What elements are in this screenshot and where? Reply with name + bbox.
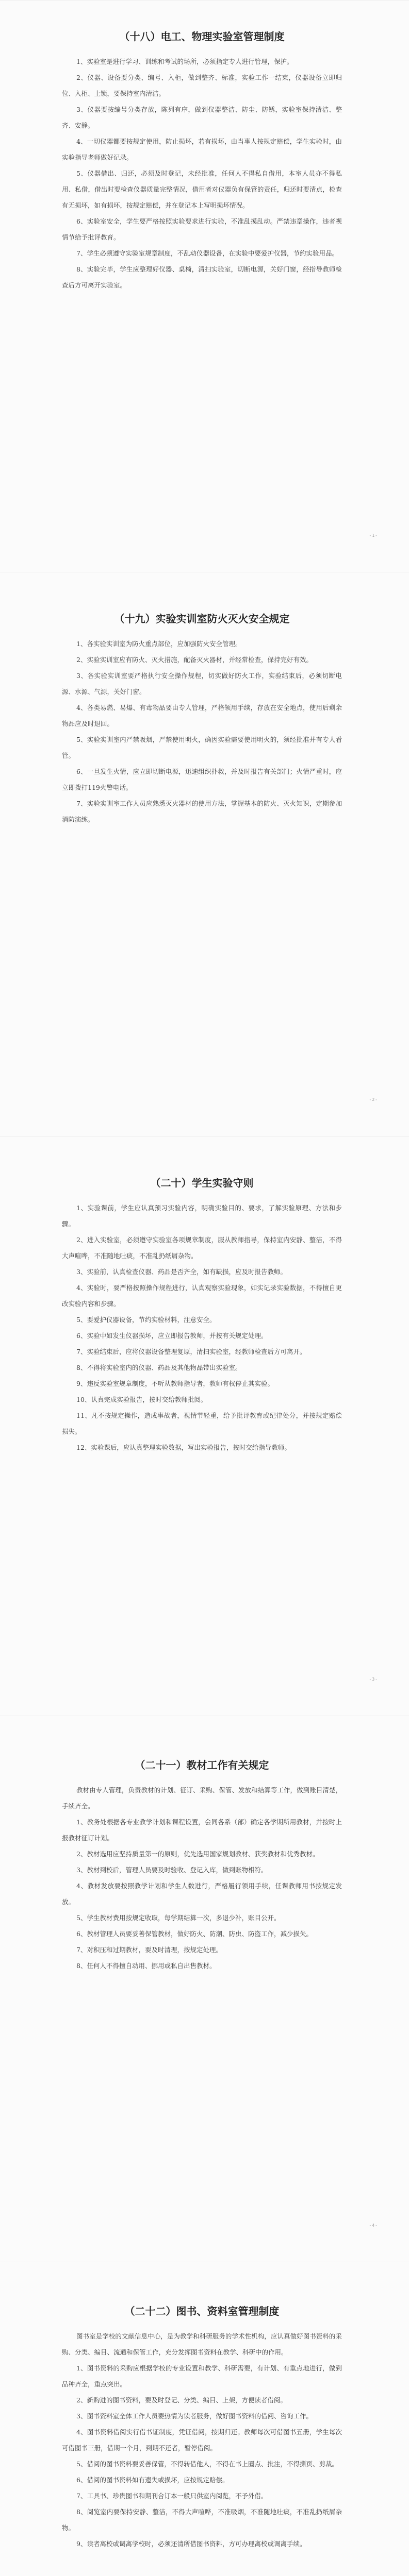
document-section-19 — [0, 611, 409, 827]
section-paragraph: 2、仪器、设备要分类、编号、入柜，做到整齐、标准，实验工作一结束，仪器设备立即归位、入柜、上锁，要保持室内清洁。 — [62, 74, 342, 97]
section-paragraph: 7、学生必须遵守实验室规章制度，不乱动仪器设备，在实验中要爱护仪器，节约实验用品。 — [76, 249, 338, 257]
section-paragraph: 4、教材发放要按照教学计划和学生人数进行，严格履行领用手续，任课教师用书按规定发放。 — [62, 1882, 342, 1906]
section-paragraph: 5、实验实训室内严禁吸烟，严禁使用明火，确因实验需要使用明火的，须经批准并有专人看管。 — [62, 736, 342, 759]
section-paragraph: 3、图书资料室全体工作人员要热情为读者服务，做好图书资料的借阅、咨询工作。 — [76, 2412, 313, 2420]
section-title: （二十一）教材工作有关规定 — [135, 1759, 269, 1771]
section-paragraph: 11、凡不按规定操作，造成事故者，视情节轻重，给予批评教育或纪律处分，并按规定赔偿损失。 — [62, 1412, 342, 1435]
section-paragraph: 5、仪器借出、归还，必须及时登记，未经批准，任何人不得私自借用，本室人员亦不得私用、私借，借出时要检查仪器质量完整情况，借用者对仪器负有保管的责任，归还时要清点，检查有无损坏，如有损坏，按规定赔偿，并在登记本上写明损坏情况。 — [62, 170, 342, 209]
section-paragraph: 1、教务处根据各专业教学计划和课程设置，会同各系（部）确定各学期所用教材，并按时上报教材征订计划。 — [62, 1818, 342, 1842]
section-paragraph: 1、实验室是进行学习、训练和考试的场所，必须指定专人进行管理，保护。 — [76, 58, 293, 65]
section-paragraph: 3、教材到校后，管理人员要及时验收、登记入库，做到账物相符。 — [76, 1866, 268, 1874]
section-paragraph: 9、违反实验室规章制度，不听从教师指导者，教师有权停止其实验。 — [76, 1380, 274, 1387]
section-title: （十九）实验实训室防火灭火安全规定 — [114, 613, 290, 625]
section-paragraph: 2、进入实验室，必须遵守实验室各项规章制度，服从教师指导，保持室内安静、整洁，不得大声喧哗，不准随地吐痰，不准乱扔纸屑杂物。 — [62, 1236, 342, 1260]
section-paragraph: 2、新购进的图书资料，要及时登记、分类、编目、上架，方便读者借阅。 — [76, 2396, 287, 2404]
document-section-22 — [0, 2303, 409, 2552]
document-section-21 — [0, 1757, 409, 1974]
section-paragraph: 2、教材选用应坚持质量第一的原则，优先选用国家规划教材、获奖教材和优秀教材。 — [76, 1850, 319, 1858]
section-paragraph: 9、读者离校或调离学校时，必须还清所借图书资料，方可办理离校或调离手续。 — [76, 2540, 306, 2548]
section-paragraph: 4、各类易燃、易爆、有毒物品要由专人管理，严格领用手续，存放在安全地点，使用后剩余物品应及时退回。 — [62, 704, 342, 727]
page-number: -1- — [369, 533, 378, 538]
section-paragraph: 6、实验中如发生仪器损坏，应立即报告教师，并按有关规定处理。 — [76, 1332, 268, 1340]
section-paragraph: 4、图书资料借阅实行借书证制度，凭证借阅，按期归还。教师每次可借图书五册，学生每次可借图书三册，借期一个月，到期不还者，暂停借阅。 — [62, 2428, 342, 2452]
section-paragraph: 5、学生教材费用按规定收取，每学期结算一次，多退少补，账目公开。 — [76, 1914, 281, 1922]
section-paragraph: 7、实验结束后，应将仪器设备整理复原，清扫实验室，经教师检查后方可离开。 — [76, 1348, 306, 1355]
section-paragraph: 12、实验课后，应认真整理实验数据，写出实验报告，按时交给指导教师。 — [76, 1444, 291, 1451]
section-paragraph: 5、要爱护仪器设备，节约实验材料，注意安全。 — [76, 1316, 216, 1324]
section-paragraph: 1、实验课前，学生应认真预习实验内容，明确实验目的、要求，了解实验原理、方法和步骤。 — [62, 1204, 342, 1228]
section-paragraph: 7、对积压和过期教材，要及时清理，按规定处理。 — [76, 1946, 222, 1954]
section-paragraph: 6、实验室安全，学生要严格按照实验要求进行实验，不准乱摸乱动。严禁违章操作，违者视情节给予批评教育。 — [62, 217, 342, 241]
section-paragraph: 4、实验时，要严格按照操作规程进行，认真观察实验现象，如实记录实验数据，不得擅自更改实验内容和步骤。 — [62, 1284, 342, 1308]
section-paragraph: 10、认真完成实验报告，按时交给教师批阅。 — [76, 1396, 207, 1403]
section-paragraph: 4、一切仪器都要按规定使用，防止损坏，若有损坏，由当事人按规定赔偿，学生实验时，由实验指导老师做好记录。 — [62, 138, 342, 161]
document-section-18 — [0, 28, 409, 293]
section-title: （二十）学生实验守则 — [150, 1177, 254, 1189]
section-paragraph: 8、实验完毕，学生应整理好仪器、桌椅，清扫实验室，切断电源，关好门窗，经指导教师检查后方可离开实验室。 — [62, 265, 342, 289]
section-paragraph: 7、实验实训室工作人员应熟悉灭火器材的使用方法，掌握基本的防火、灭火知识，定期参加消防演练。 — [62, 800, 342, 823]
section-paragraph: 8、不得将实验室内的仪器、药品及其他物品带出实验室。 — [76, 1364, 242, 1371]
section-paragraph: 3、各实验实训室要严格执行安全操作规程，切实做好防火工作，实验结束后，必须切断电源、水源、气源，关好门窗。 — [62, 672, 342, 696]
section-paragraph: 图书室是学校的文献信息中心，是为教学和科研服务的学术性机构，应认真做好图书资料的采购、分类、编目、流通和保管工作，充分发挥图书资料在教学、科研中的作用。 — [62, 2332, 342, 2356]
section-paragraph: 8、阅览室内要保持安静、整洁，不得大声喧哗，不准吸烟，不准随地吐痰，不准乱扔纸屑杂物。 — [62, 2508, 342, 2532]
section-paragraph: 7、工具书、珍贵图书和期刊合订本一般只供室内阅览，不予外借。 — [76, 2492, 268, 2500]
document-section-20 — [0, 1175, 409, 1455]
section-paragraph: 3、仪器要按编号分类存放，陈列有序，做到仪器整洁、防尘、防锈，实验室保持清洁、整齐、安静。 — [62, 106, 342, 129]
section-title: （十八）电工、物理实验室管理制度 — [119, 30, 285, 43]
section-paragraph: 6、教材管理人员要妥善保管教材，做好防火、防潮、防虫、防盗工作，减少损失。 — [76, 1930, 313, 1938]
page-number: -2- — [369, 1097, 378, 1102]
section-paragraph: 5、借阅的图书资料要妥善保管，不得转借他人，不得在书上圈点、批注，不得撕页、剪裁。 — [76, 2460, 338, 2468]
section-paragraph: 6、一旦发生火情，应立即切断电源，迅速组织扑救，并及时报告有关部门；火情严重时，应立即拨打119火警电话。 — [62, 768, 342, 791]
section-paragraph: 1、图书资料的采购应根据学校的专业设置和教学、科研需要，有计划、有重点地进行，做到品种齐全，重点突出。 — [62, 2364, 342, 2388]
section-paragraph: 8、任何人不得擅自动用、挪用或私自出售教材。 — [76, 1962, 216, 1970]
section-paragraph: 6、借阅的图书资料如有遗失或损坏，应按规定赔偿。 — [76, 2476, 229, 2484]
page-number: -4- — [369, 2223, 378, 2228]
section-paragraph: 3、实验前，认真检查仪器、药品是否齐全，如有缺损，应及时报告教师。 — [76, 1268, 287, 1276]
page-number: -3- — [369, 1677, 378, 1682]
section-paragraph: 1、各实验实训室为防火重点部位，应加强防火安全管理。 — [76, 640, 242, 648]
section-paragraph: 教材由专人管理，负责教材的计划、征订、采购、保管、发放和结算等工作，做到账目清楚，手续齐全。 — [62, 1786, 342, 1810]
section-title: （二十二）图书、资料室管理制度 — [124, 2305, 280, 2317]
section-paragraph: 2、实验实训室应有防火、灭火措施，配备灭火器材，并经常检查，保持完好有效。 — [76, 656, 313, 664]
